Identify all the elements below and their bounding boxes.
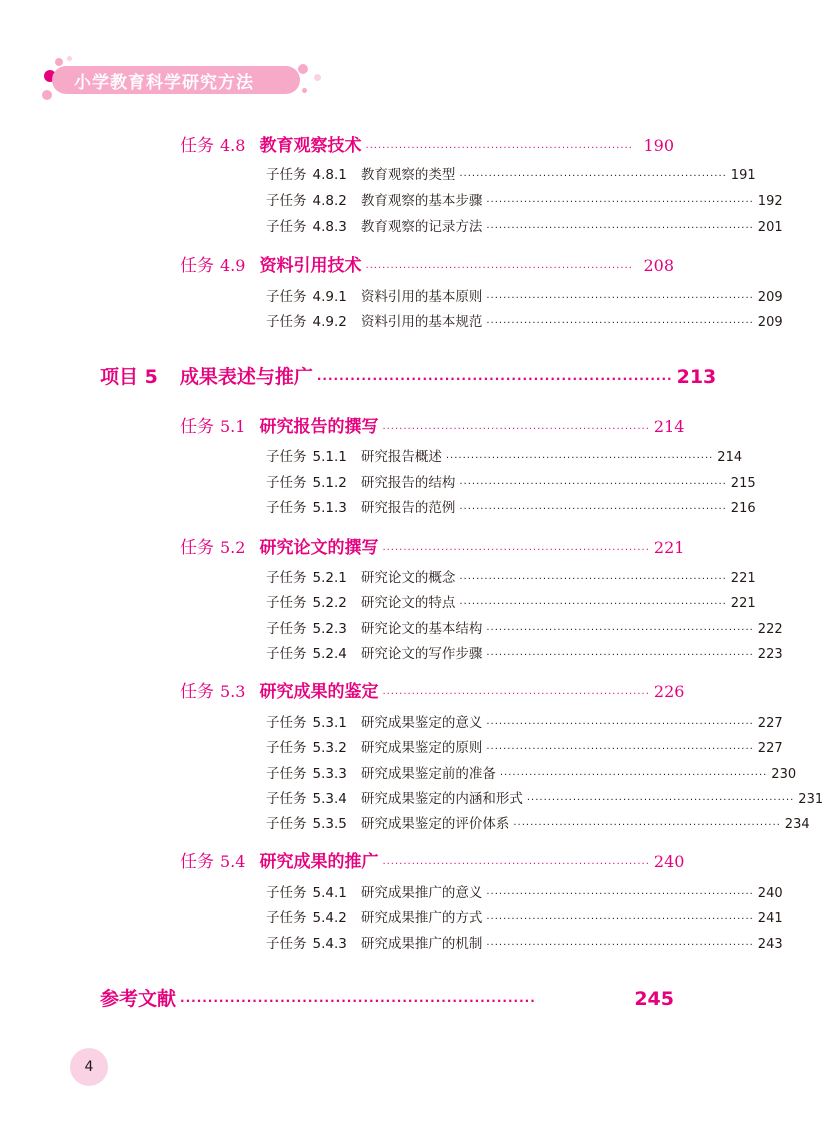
dot-leader: ································································ <box>486 293 754 304</box>
page-number: 214 <box>717 450 743 465</box>
task-number: 4.8 <box>220 136 246 155</box>
references-title: 参考文献 <box>100 988 177 1010</box>
page-number: 223 <box>757 647 783 662</box>
subtask-label: 子任务 <box>266 193 307 209</box>
toc-subtask-5-4-2[interactable] <box>266 906 783 926</box>
task-title: 研究报告的撰写 <box>259 417 379 437</box>
subtask-label: 子任务 <box>266 646 307 662</box>
page-number: 208 <box>643 256 674 275</box>
page-number: 222 <box>757 622 783 637</box>
subtask-label: 子任务 <box>266 570 307 586</box>
project-label: 项目 5 <box>100 366 158 388</box>
toc-subtask-5-1-2[interactable] <box>266 471 756 491</box>
dot-leader: ································································ <box>459 599 727 610</box>
dot-leader: ································································ <box>486 744 754 755</box>
page-number: 221 <box>653 538 685 557</box>
task-number: 5.4 <box>220 852 246 871</box>
decor-dot <box>67 56 72 61</box>
toc-subtask-5-3-5[interactable] <box>266 812 810 832</box>
page-number: 190 <box>643 136 674 155</box>
page-number: 214 <box>653 417 685 436</box>
subtask-title: 研究报告概述 <box>360 449 442 465</box>
subtask-title: 资料引用的基本规范 <box>360 314 483 330</box>
subtask-number: 5.4.2 <box>312 910 347 926</box>
page-number: 227 <box>757 716 783 731</box>
decor-dot <box>314 74 321 81</box>
toc-subtask-5-3-3[interactable] <box>266 762 797 782</box>
subtask-number: 5.4.3 <box>312 936 347 952</box>
toc-subtask-4-8-2[interactable] <box>266 189 783 209</box>
subtask-title: 研究成果推广的机制 <box>360 936 483 952</box>
page-number: 241 <box>757 911 783 926</box>
subtask-label: 子任务 <box>266 816 307 832</box>
page-number: 230 <box>771 767 797 782</box>
task-title: 研究成果的推广 <box>259 852 379 872</box>
subtask-title: 教育观察的基本步骤 <box>360 193 483 209</box>
toc-subtask-5-1-3[interactable] <box>266 496 756 516</box>
footer-page-number: 4 <box>84 1059 94 1075</box>
subtask-number: 5.1.2 <box>312 475 347 491</box>
toc-task-4-8[interactable] <box>180 131 674 156</box>
subtask-number: 4.8.2 <box>312 193 347 209</box>
dot-leader: ································································ <box>486 625 754 636</box>
subtask-label: 子任务 <box>266 475 307 491</box>
subtask-title: 教育观察的记录方法 <box>360 219 483 235</box>
task-label: 任务 <box>180 682 214 702</box>
dot-leader: ································································ <box>513 820 781 831</box>
subtask-title: 资料引用的基本原则 <box>360 289 483 305</box>
page-number: 227 <box>757 741 783 756</box>
subtask-label: 子任务 <box>266 715 307 731</box>
dot-leader: ································································ <box>486 318 754 329</box>
task-number: 5.1 <box>220 417 246 436</box>
toc-subtask-5-4-3[interactable] <box>266 932 783 952</box>
toc-subtask-5-2-4[interactable] <box>266 642 783 662</box>
task-label: 任务 <box>180 538 214 558</box>
dot-leader: ································································ <box>316 372 673 386</box>
subtask-label: 子任务 <box>266 621 307 637</box>
task-number: 5.3 <box>220 682 246 701</box>
subtask-label: 子任务 <box>266 766 307 782</box>
subtask-label: 子任务 <box>266 595 307 611</box>
toc-subtask-5-2-2[interactable] <box>266 591 756 611</box>
page-number: 234 <box>784 817 810 832</box>
task-title: 资料引用技术 <box>259 256 362 276</box>
dot-leader: ································································ <box>382 424 650 435</box>
toc-subtask-5-3-1[interactable] <box>266 711 783 731</box>
subtask-number: 5.2.2 <box>312 595 347 611</box>
subtask-label: 子任务 <box>266 167 307 183</box>
page-number: 213 <box>676 366 717 388</box>
subtask-number: 5.3.5 <box>312 816 347 832</box>
subtask-title: 研究成果鉴定前的准备 <box>360 766 496 782</box>
subtask-title: 研究成果鉴定的内涵和形式 <box>360 791 523 807</box>
dot-leader: ································································ <box>459 479 727 490</box>
dot-leader: ································································ <box>445 453 714 464</box>
dot-leader: ································································ <box>486 197 754 208</box>
subtask-title: 研究论文的基本结构 <box>360 621 483 637</box>
subtask-number: 5.4.1 <box>312 885 347 901</box>
subtask-number: 5.3.3 <box>312 766 347 782</box>
task-number: 5.2 <box>220 538 246 557</box>
page-number: 201 <box>757 220 783 235</box>
subtask-number: 5.1.1 <box>312 449 347 465</box>
subtask-number: 5.2.1 <box>312 570 347 586</box>
task-label: 任务 <box>180 256 214 276</box>
task-label: 任务 <box>180 852 214 872</box>
dot-leader: ································································ <box>382 545 650 556</box>
dot-leader: ································································ <box>499 770 768 781</box>
dot-leader: ································································ <box>486 940 754 951</box>
subtask-label: 子任务 <box>266 314 307 330</box>
task-title: 研究论文的撰写 <box>259 538 379 558</box>
dot-leader: ································································ <box>365 263 633 274</box>
toc-task-5-1[interactable] <box>180 412 685 437</box>
page-number: 215 <box>730 476 756 491</box>
toc-subtask-4-8-1[interactable] <box>266 163 756 183</box>
decor-dot <box>42 90 52 100</box>
subtask-label: 子任务 <box>266 885 307 901</box>
dot-leader: ································································ <box>459 574 727 585</box>
page-number: 209 <box>757 315 783 330</box>
subtask-title: 研究报告的范例 <box>360 500 456 516</box>
toc-subtask-4-9-2[interactable] <box>266 310 783 330</box>
dot-leader: ································································ <box>382 859 650 870</box>
subtask-title: 研究成果鉴定的意义 <box>360 715 483 731</box>
subtask-title: 研究成果推广的方式 <box>360 910 483 926</box>
task-number: 4.9 <box>220 256 246 275</box>
subtask-label: 子任务 <box>266 740 307 756</box>
toc-references[interactable] <box>100 984 674 1011</box>
decor-dot <box>302 88 307 93</box>
toc-subtask-4-8-3[interactable] <box>266 215 783 235</box>
subtask-label: 子任务 <box>266 936 307 952</box>
project-title: 成果表述与推广 <box>179 366 313 388</box>
decor-dot <box>298 64 308 74</box>
dot-leader: ································································ <box>180 994 536 1008</box>
subtask-title: 研究论文的概念 <box>360 570 456 586</box>
toc-project-5[interactable] <box>100 362 717 389</box>
toc-subtask-5-2-1[interactable] <box>266 566 756 586</box>
task-label: 任务 <box>180 136 214 156</box>
dot-leader: ································································ <box>486 650 754 661</box>
toc-task-4-9[interactable] <box>180 251 674 276</box>
header-title: 小学教育科学研究方法 <box>74 73 254 93</box>
subtask-label: 子任务 <box>266 910 307 926</box>
subtask-number: 4.9.1 <box>312 289 347 305</box>
page-number: 191 <box>730 168 756 183</box>
page-number: 221 <box>730 596 756 611</box>
subtask-title: 研究报告的结构 <box>360 475 456 491</box>
subtask-label: 子任务 <box>266 219 307 235</box>
subtask-label: 子任务 <box>266 500 307 516</box>
subtask-title: 教育观察的类型 <box>360 167 456 183</box>
task-title: 研究成果的鉴定 <box>259 682 379 702</box>
toc-task-5-2[interactable] <box>180 533 685 558</box>
subtask-title: 研究论文的特点 <box>360 595 456 611</box>
decor-dot <box>55 58 63 66</box>
page-number: 209 <box>757 290 783 305</box>
toc-task-5-3[interactable] <box>180 677 685 702</box>
page-number: 231 <box>798 792 823 807</box>
page-number: 216 <box>730 501 756 516</box>
dot-leader: ································································ <box>382 689 650 700</box>
subtask-number: 5.1.3 <box>312 500 347 516</box>
subtask-label: 子任务 <box>266 449 307 465</box>
toc-subtask-5-2-3[interactable] <box>266 617 783 637</box>
dot-leader: ································································ <box>459 171 727 182</box>
subtask-label: 子任务 <box>266 791 307 807</box>
subtask-title: 研究成果推广的意义 <box>360 885 483 901</box>
toc-subtask-5-3-4[interactable] <box>266 787 823 807</box>
dot-leader: ································································ <box>486 914 754 925</box>
dot-leader: ································································ <box>486 719 754 730</box>
subtask-number: 5.3.1 <box>312 715 347 731</box>
toc-subtask-5-4-1[interactable] <box>266 881 783 901</box>
subtask-number: 5.2.4 <box>312 646 347 662</box>
subtask-number: 4.9.2 <box>312 314 347 330</box>
dot-leader: ································································ <box>486 889 754 900</box>
subtask-title: 研究成果鉴定的原则 <box>360 740 483 756</box>
task-label: 任务 <box>180 417 214 437</box>
page-number: 240 <box>653 852 685 871</box>
toc-subtask-5-3-2[interactable] <box>266 736 783 756</box>
dot-leader: ································································ <box>365 143 633 154</box>
dot-leader: ································································ <box>459 504 727 515</box>
page-number: 243 <box>757 937 783 952</box>
subtask-title: 研究成果鉴定的评价体系 <box>360 816 510 832</box>
toc-subtask-4-9-1[interactable] <box>266 285 783 305</box>
page-number: 245 <box>634 988 674 1010</box>
dot-leader: ································································ <box>526 795 795 806</box>
subtask-number: 4.8.1 <box>312 167 347 183</box>
subtask-number: 5.3.2 <box>312 740 347 756</box>
subtask-number: 4.8.3 <box>312 219 347 235</box>
subtask-title: 研究论文的写作步骤 <box>360 646 483 662</box>
task-title: 教育观察技术 <box>259 136 362 156</box>
subtask-number: 5.3.4 <box>312 791 347 807</box>
page-number: 221 <box>730 571 756 586</box>
subtask-number: 5.2.3 <box>312 621 347 637</box>
page-number: 192 <box>757 194 783 209</box>
page-number: 226 <box>653 682 685 701</box>
toc-subtask-5-1-1[interactable] <box>266 445 743 465</box>
toc-task-5-4[interactable] <box>180 847 685 872</box>
dot-leader: ································································ <box>486 223 754 234</box>
subtask-label: 子任务 <box>266 289 307 305</box>
page-number: 240 <box>757 886 783 901</box>
